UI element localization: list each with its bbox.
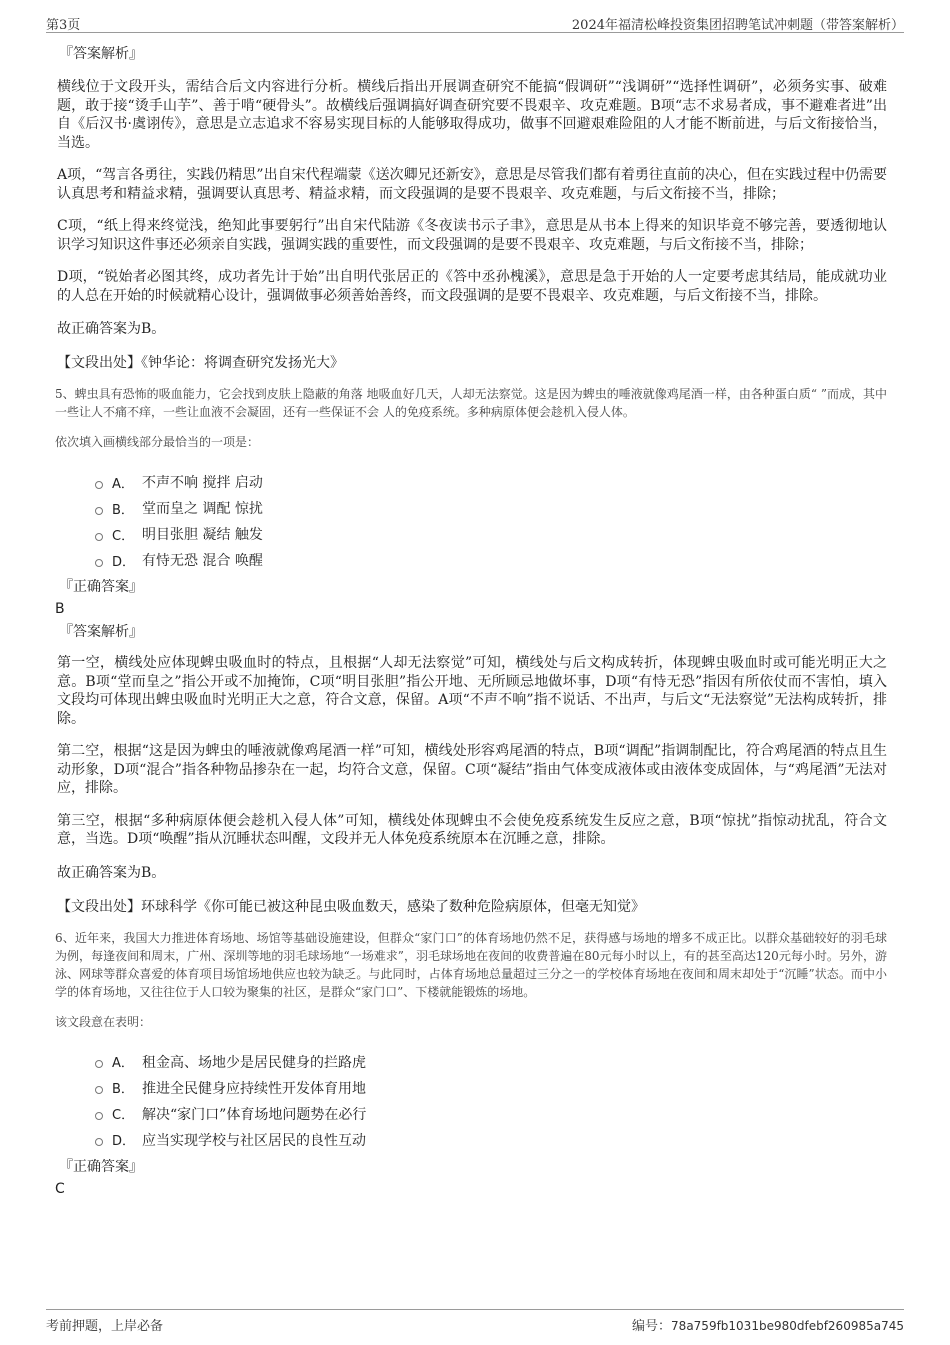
radio-button[interactable] (95, 1086, 103, 1094)
radio-button[interactable] (95, 533, 103, 541)
option-letter: C． (112, 528, 135, 544)
radio-button[interactable] (95, 1060, 103, 1068)
footer-slogan: 考前押题，上岸必备 (46, 1319, 164, 1334)
question-6-stem: 6、近年来，我国大力推进体育场地、场馆等基础设施建设，但群众“家门口”的体育场地仍然不足，获得感与场地的增多不成正比。以群众基础较好的羽毛球为例，每逢夜间和周末，广州、深圳等地的羽毛球场地“一场难求”，羽毛球场地在夜间的收费普遍在80元每小时以上，有的甚至高达120元每小时。另外，游泳、网球等群众喜爱的体育项目场馆场地供应也较为缺乏。与此同时，占体育场地总量超过三分之一的学校体育场地在夜间和周末却处于“沉睡”状态。而中小学的体育场地，又往往位于人口较为聚集的社区，是群众“家门口”、下楼就能锻炼的场地。 (55, 930, 887, 999)
passage-source: 【文段出处】环球科学《你可能已被这种昆虫吸血数天，感染了数种危险病原体，但毫无知觉》 (57, 898, 645, 915)
page-content (57, 44, 887, 1202)
option-b[interactable] (95, 1075, 887, 1101)
analysis-paragraph: C项，“纸上得来终觉浅，绝知此事要躬行”出自宋代陆游《冬夜读书示子聿》，意思是从书本上得来的知识毕竟不够完善，要透彻地认识学习知识这件事还必须亲自实践，强调实践的重要性，而文段强调的是要不畏艰辛、攻克难题，与后文衔接不当，排除； (57, 218, 887, 253)
option-text: 有恃无恐 混合 唤醒 (142, 553, 263, 569)
analysis-paragraph: 第二空，根据“这是因为蜱虫的唾液就像鸡尾酒一样”可知，横线处形容鸡尾酒的特点，B项“调配”指调制配比，符合鸡尾酒的特点且生动形象，D项“混合”指各种物品掺杂在一起，均符合文意，保留。C项“凝结”指由气体变成液体或由液体变成固体，与“鸡尾酒”无法对应，排除。 (57, 743, 887, 796)
option-letter: A． (112, 476, 134, 492)
analysis-conclusion: 故正确答案为B。 (57, 864, 166, 881)
option-letter: B． (112, 502, 134, 518)
analysis-label: 『答案解析』 (59, 624, 143, 640)
page-header (46, 12, 904, 33)
document-code-label: 编号： (632, 1319, 672, 1334)
analysis-conclusion: 故正确答案为B。 (57, 321, 166, 337)
option-b[interactable] (95, 495, 887, 521)
analysis-paragraph: D项，“锐始者必图其终，成功者先计于始”出自明代张居正的《答中丞孙槐溪》，意思是急于开始的人一定要考虑其结局，能成就功业的人总在开始的时候就精心设计，强调做事必须善始善终，而文段强调的是要不畏艰辛、攻克难题，与后文衔接不当，排除。 (57, 269, 887, 304)
page-footer (46, 1309, 904, 1334)
analysis-paragraph: A项，“驾言各勇往，实践仍精思”出自宋代程端蒙《送次卿兄还新安》，意思是尽管我们都有着勇往直前的决心，但在实践过程中仍需要认真思考和精益求精，强调要认真思考、精益求精，而文段强调的是要不畏艰辛、攻克难题，与后文衔接不当，排除； (57, 167, 887, 202)
document-code (632, 1315, 904, 1334)
option-letter: D． (112, 1134, 136, 1149)
option-c[interactable] (95, 1101, 887, 1127)
analysis-label: 『答案解析』 (59, 46, 143, 62)
correct-answer-label: 『正确答案』 (59, 579, 143, 595)
question-6-prompt: 该文段意在表明： (55, 1014, 152, 1029)
question-5-stem: 5、蜱虫具有恐怖的吸血能力，它会找到皮肤上隐蔽的角落 地吸血好几天，人却无法察觉。这是因为蜱虫的唾液就像鸡尾酒一样，由各种蛋白质“ ”而成，其中一些让人不痛不痒，一些让血液不会凝固，还有一些保证不会 人的免疫系统。多种病原体便会趁机入侵人体。 (55, 387, 887, 419)
option-text: 不声不响 搅拌 启动 (142, 475, 263, 491)
analysis-paragraph: 第三空，根据“多种病原体便会趁机入侵人体”可知，横线处体现蜱虫不会使免疫系统发生反应之意，B项“惊扰”指惊动扰乱，符合文意，当选。D项“唤醒”指从沉睡状态叫醒，文段并无人体免疫系统原本在沉睡之意，排除。 (57, 812, 887, 847)
option-d[interactable] (95, 547, 887, 573)
question-5-prompt: 依次填入画横线部分最恰当的一项是： (55, 435, 260, 449)
document-title: 2024年福清松峰投资集团招聘笔试冲刺题（带答案解析） (571, 18, 904, 33)
option-a[interactable] (95, 1049, 887, 1075)
analysis-paragraph: 第一空，横线处应体现蜱虫吸血时的特点，且根据“人却无法察觉”可知，横线处与后文构成转折，体现蜱虫吸血时或可能光明正大之意。B项“堂而皇之”指公开或不加掩饰，C项“明目张胆”指公开地、无所顾忌地做坏事，D项“有恃无恐”指因有所依仗而不害怕，填入文段均可体现出蜱虫吸血时光明正大之意，符合文意，保留。A项“不声不响”指不说话、不出声，与后文“无法察觉”无法构成转折，排除。 (57, 655, 887, 727)
document-code-value: 78a759fb1031be980dfebf260985a745 (671, 1319, 904, 1333)
option-text: 明目张胆 凝结 触发 (142, 527, 263, 543)
radio-button[interactable] (95, 507, 103, 515)
analysis-paragraph: 横线位于文段开头，需结合后文内容进行分析。横线后指出开展调查研究不能搞“假调研”“浅调研”“选择性调研”，必须务实事、破难题，敢于接“烫手山芋”、善于啃“硬骨头”。故横线后强调搞好调查研究要不畏艰辛、攻克难题。B项“志不求易者成，事不避难者进”出自《后汉书·虞诩传》，意思是立志追求不容易实现目标的人能够取得成功，做事不回避艰难险阻的人才能不断前进，与后文衔接恰当，当选。 (57, 79, 887, 151)
option-text: 租金高、场地少是居民健身的拦路虎 (142, 1054, 366, 1071)
correct-answer: B (55, 601, 65, 617)
option-c[interactable] (95, 521, 887, 547)
option-letter: A． (112, 1056, 134, 1071)
question-6-options (95, 1049, 887, 1153)
option-letter: B． (112, 1082, 134, 1097)
passage-source: 【文段出处】《钟华论：将调查研究发扬光大》 (57, 355, 344, 371)
option-text: 推进全民健身应持续性开发体育用地 (142, 1080, 366, 1097)
correct-answer-label: 『正确答案』 (59, 1158, 143, 1175)
radio-button[interactable] (95, 1138, 103, 1146)
option-text: 应当实现学校与社区居民的良性互动 (142, 1132, 366, 1149)
radio-button[interactable] (95, 481, 103, 489)
option-letter: C． (112, 1108, 135, 1123)
radio-button[interactable] (95, 1112, 103, 1120)
radio-button[interactable] (95, 559, 103, 567)
page-number: 第3页 (46, 18, 81, 33)
option-letter: D． (112, 554, 136, 570)
option-text: 堂而皇之 调配 惊扰 (142, 501, 263, 517)
question-5-options (95, 469, 887, 573)
correct-answer: C (55, 1180, 65, 1197)
option-d[interactable] (95, 1127, 887, 1153)
option-text: 解决“家门口”体育场地问题势在必行 (142, 1106, 367, 1123)
option-a[interactable] (95, 469, 887, 495)
